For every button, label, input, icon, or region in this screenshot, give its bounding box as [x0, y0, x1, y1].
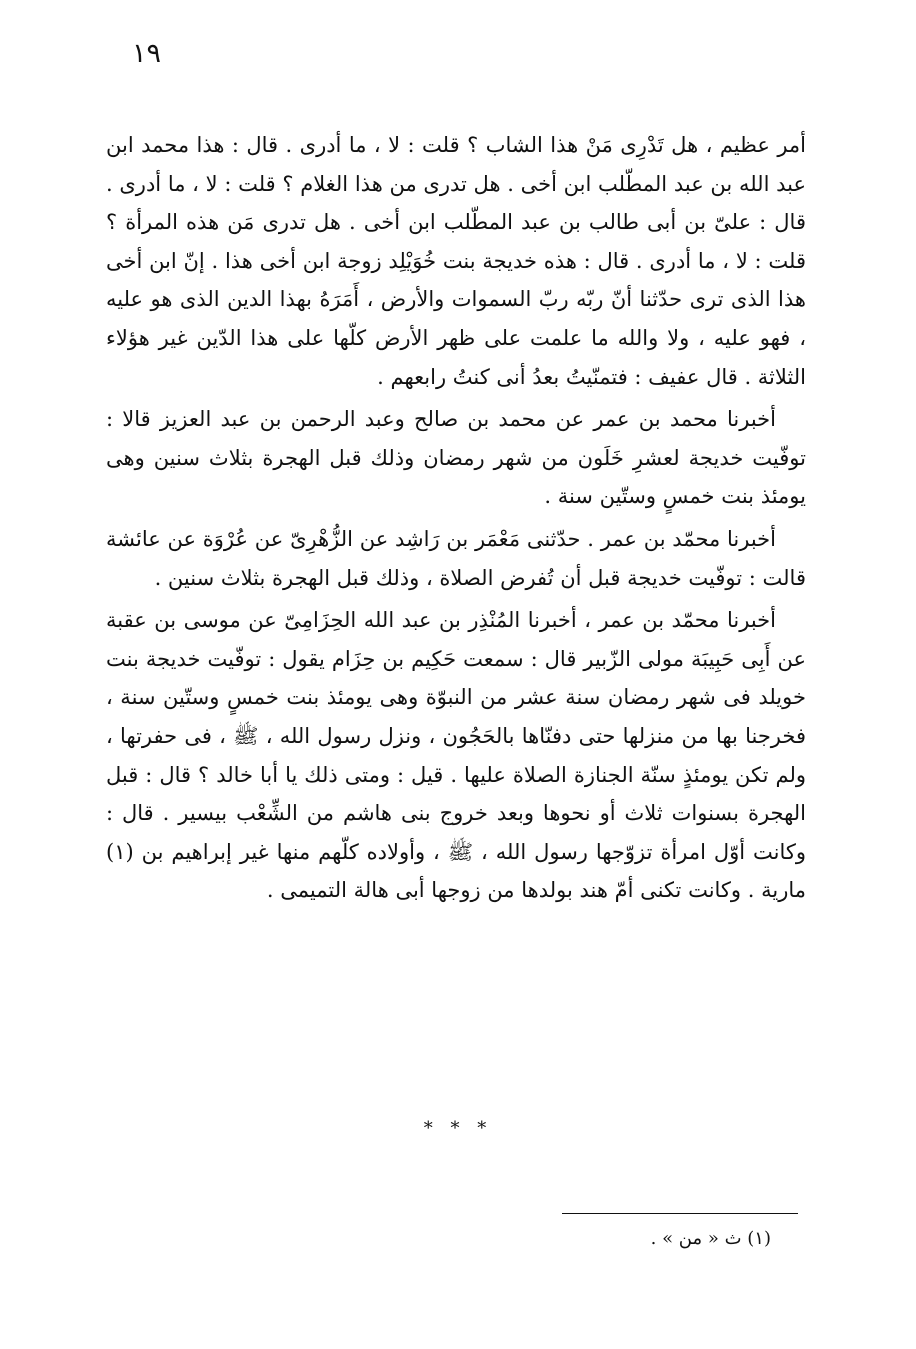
paragraph-1: أمر عظيم ، هل تَدْرِى مَنْ هذا الشاب ؟ قلت : لا ، ما أدرى . قال : هذا محمد ابن عبد الله بن عبد المطّلب ابن أخى . هل تدرى من هذا الغلام ؟ قلت : لا ، ما أدرى . قال : علىّ بن أبى طالب بن عبد المطّلب ابن أخى . هل تدرى مَن هذه المرأة ؟ قلت : لا ، ما أدرى . قال : هذه خديجة بنت خُوَيْلِد زوجة ابن أخى هذا . إنّ ابن أخى هذا الذى ترى حدّثنا أنّ ربّه ربّ السموات والأرض ، أَمَرَهُ بهذا الدين الذى هو عليه ، فهو عليه ، ولا والله ما علمت على ظهر الأرض كلّها على هذا الدّين غير هؤلاء الثلاثة . قال عفيف : فتمنّيتُ بعدُ أنى كنتُ رابعهم .: [106, 133, 806, 389]
paragraph-4: أخبرنا محمّد بن عمر ، أخبرنا المُنْذِر بن عبد الله الحِزَامِىّ عن موسى بن عقبة عن أَبِى حَبِيبَة مولى الزّبير قال : سمعت حَكِيم بن حِزَام يقول : توفّيت خديجة بنت خويلد فى شهر رمضان سنة عشر من النبوّة وهى يومئذ بنت خمسٍ وستّين سنة ، فخرجنا بها من منزلها حتى دفنّاها بالحَجُون ، ونزل رسول الله ، ﷺ ، فى حفرتها ، ولم تكن يومئذٍ سنّة الجنازة الصلاة عليها . قيل : ومتى ذلك يا أبا خالد ؟ قال : قبل الهجرة بسنوات ثلاث أو نحوها وبعد خروج بنى هاشم من الشِّعْب بيسير . قال : وكانت أوّل امرأة تزوّجها رسول الله ، ﷺ ، وأولاده كلّهم منها غير إبراهيم بن (١) مارية . وكانت تكنى أمّ هند بولدها من زوجها أبى هالة التميمى .: [106, 608, 806, 903]
paragraph-2: أخبرنا محمد بن عمر عن محمد بن صالح وعبد الرحمن بن عبد العزيز قالا : توفّيت خديجة لعشرِ خَلَون من شهر رمضان وذلك قبل الهجرة بثلاث سنين وهى يومئذ بنت خمسٍ وستّين سنة .: [106, 407, 806, 509]
footnote: (١) ث « من » .: [650, 1228, 771, 1249]
page-number: ١٩: [132, 38, 162, 69]
main-text: [106, 126, 806, 914]
footnote-divider: [562, 1213, 798, 1214]
paragraph-3: أخبرنا محمّد بن عمر . حدّثنى مَعْمَر بن رَاشِد عن الزُّهْرِىّ عن عُرْوَة عن عائشة قالت : توفّيت خديجة قبل أن تُفرض الصلاة ، وذلك قبل الهجرة بثلاث سنين .: [106, 526, 806, 590]
section-separator: * * *: [423, 1118, 493, 1139]
